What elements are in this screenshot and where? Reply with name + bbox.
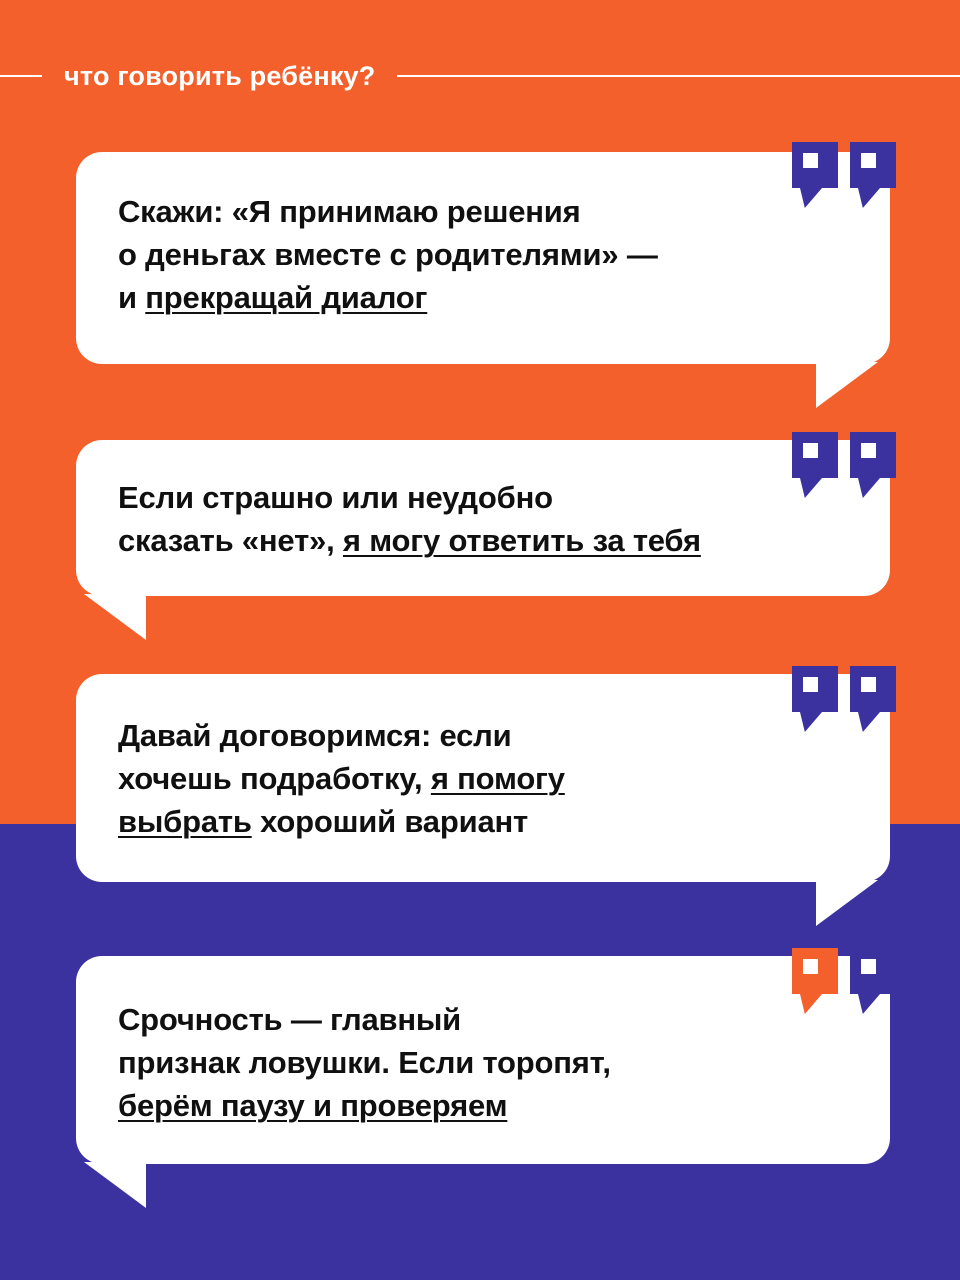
bubble-2-text: Если страшно или неудобно сказать «нет», я могу ответить за тебя: [118, 480, 701, 558]
quote-glyph-left-icon: [792, 432, 838, 498]
speech-bubble-4: [76, 956, 890, 1164]
quote-glyph-right-icon: [850, 666, 896, 732]
speech-bubble-3: [76, 674, 890, 882]
bubble-4-text: Срочность — главный признак ловушки. Если торопят, берём паузу и проверяем: [118, 1002, 611, 1123]
bubble-3-text: Давай договоримся: если хочешь подработку, я помогу выбрать хороший вариант: [118, 718, 565, 839]
quote-glyph-right-icon: [850, 948, 896, 1014]
quote-glyph-right-icon: [850, 432, 896, 498]
quote-icon-3: [792, 666, 896, 732]
header: [0, 56, 960, 96]
header-rule-right: [397, 75, 960, 77]
bubble-2-tail: [84, 594, 146, 640]
quote-icon-2: [792, 432, 896, 498]
quote-glyph-right-icon: [850, 142, 896, 208]
quote-icon-4: [792, 948, 896, 1014]
bubble-4-tail: [84, 1162, 146, 1208]
bubble-1-tail: [816, 362, 878, 408]
bubble-1-text: Скажи: «Я принимаю решения о деньгах вместе с родителями» — и прекращай диалог: [118, 194, 658, 315]
page-title: что говорить ребёнку?: [64, 60, 376, 91]
quote-glyph-left-icon: [792, 142, 838, 208]
quote-glyph-left-icon: [792, 666, 838, 732]
header-rule-left: [0, 75, 42, 77]
quote-icon-1: [792, 142, 896, 208]
bubble-3-tail: [816, 880, 878, 926]
speech-bubble-1: [76, 152, 890, 364]
speech-bubble-2: [76, 440, 890, 596]
quote-glyph-left-icon: [792, 948, 838, 1014]
